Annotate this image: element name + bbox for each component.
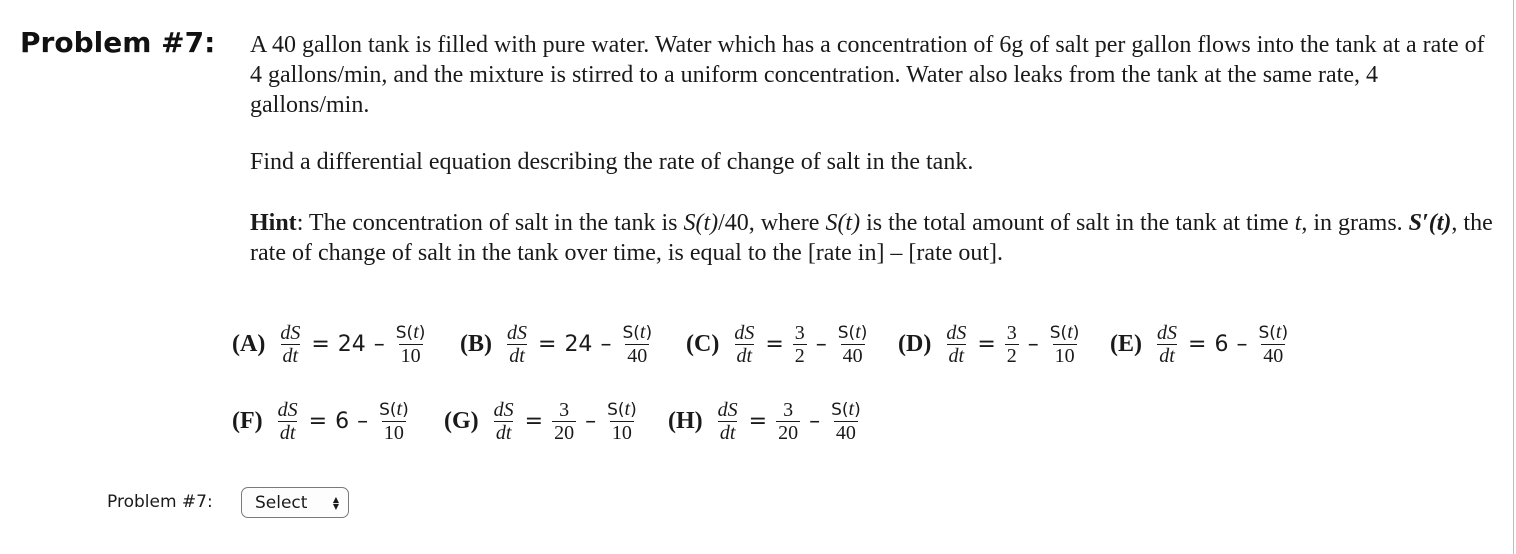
choice-g: (G) $\frac{dS}{dt}$ = $\frac{3}{20}$ – $\frac{S(t)}{10}$ [444, 398, 637, 444]
salt-fraction: $\frac{S(t)}{10}$ [379, 398, 409, 444]
salt-fraction: $\frac{S(t)}{10}$ [607, 398, 637, 444]
choice-e: (E) $\frac{dS}{dt}$ = 6 – $\frac{S(t)}{40}$ [1110, 321, 1289, 367]
constant-fraction: $\frac{3}{2}$ [1006, 321, 1017, 367]
salt-fraction: $\frac{S(t)}{40}$ [831, 398, 861, 444]
problem-statement: A 40 gallon tank is filled with pure water. Water which has a concentration of 6g of salt per gallon flows into the tank at a rate of 4 gallons/min, and the mixture is stirred to a uniform concentration. Water also leaks from the tank at the same rate, 4 gallons/min. [250, 32, 1485, 118]
ds-dt-fraction: $\frac{dS}{dt}$ [734, 321, 755, 367]
problem-heading: Problem #7: [20, 26, 216, 59]
choice-d: (D) $\frac{dS}{dt}$ = $\frac{3}{2}$ – $\frac{S(t)}{10}$ [898, 321, 1080, 367]
choice-c: (C) $\frac{dS}{dt}$ = $\frac{3}{2}$ – $\frac{S(t)}{40}$ [686, 321, 868, 367]
ds-dt-fraction: $\frac{dS}{dt}$ [280, 321, 301, 367]
salt-fraction: $\frac{S(t)}{40}$ [622, 321, 653, 367]
ds-dt-fraction: $\frac{dS}{dt}$ [946, 321, 967, 367]
select-value: Select [255, 492, 308, 513]
answer-label: Problem #7: [107, 492, 213, 512]
chevron-updown-icon: ▲ ▼ [332, 495, 339, 511]
constant-fraction: $\frac{3}{2}$ [794, 321, 805, 367]
salt-fraction: $\frac{S(t)}{40}$ [837, 321, 868, 367]
salt-fraction: $\frac{S(t)}{10}$ [395, 321, 426, 367]
problem-hint: Hint: The concentration of salt in the tank is S(t)/40, where S(t) is the total amount of salt in the tank at time t, in grams. S′(t), the rate of change of salt in the tank over time, is equal to the [rate in] – [rate out]. [250, 210, 1493, 266]
ds-dt-fraction: $\frac{dS}{dt}$ [493, 398, 514, 444]
choice-b: (B) $\frac{dS}{dt}$ = 24 – $\frac{S(t)}{40}$ [460, 321, 653, 367]
salt-fraction: $\frac{S(t)}{10}$ [1049, 321, 1080, 367]
constant-fraction: $\frac{3}{20}$ [778, 398, 799, 444]
right-border [1513, 0, 1514, 554]
choice-h: (H) $\frac{dS}{dt}$ = $\frac{3}{20}$ – $\frac{S(t)}{40}$ [668, 398, 861, 444]
answer-select[interactable] [241, 487, 349, 518]
choice-a: (A) $\frac{dS}{dt}$ = 24 – $\frac{S(t)}{10}$ [232, 321, 426, 367]
problem-question: Find a differential equation describing the rate of change of salt in the tank. [250, 149, 974, 175]
ds-dt-fraction: $\frac{dS}{dt}$ [277, 398, 298, 444]
ds-dt-fraction: $\frac{dS}{dt}$ [1157, 321, 1177, 367]
ds-dt-fraction: $\frac{dS}{dt}$ [717, 398, 738, 444]
hint-label: Hint [250, 210, 297, 236]
constant-fraction: $\frac{3}{20}$ [554, 398, 575, 444]
ds-dt-fraction: $\frac{dS}{dt}$ [507, 321, 527, 367]
salt-fraction: $\frac{S(t)}{40}$ [1258, 321, 1289, 367]
choice-f: (F) $\frac{dS}{dt}$ = 6 – $\frac{S(t)}{10}$ [232, 398, 409, 444]
